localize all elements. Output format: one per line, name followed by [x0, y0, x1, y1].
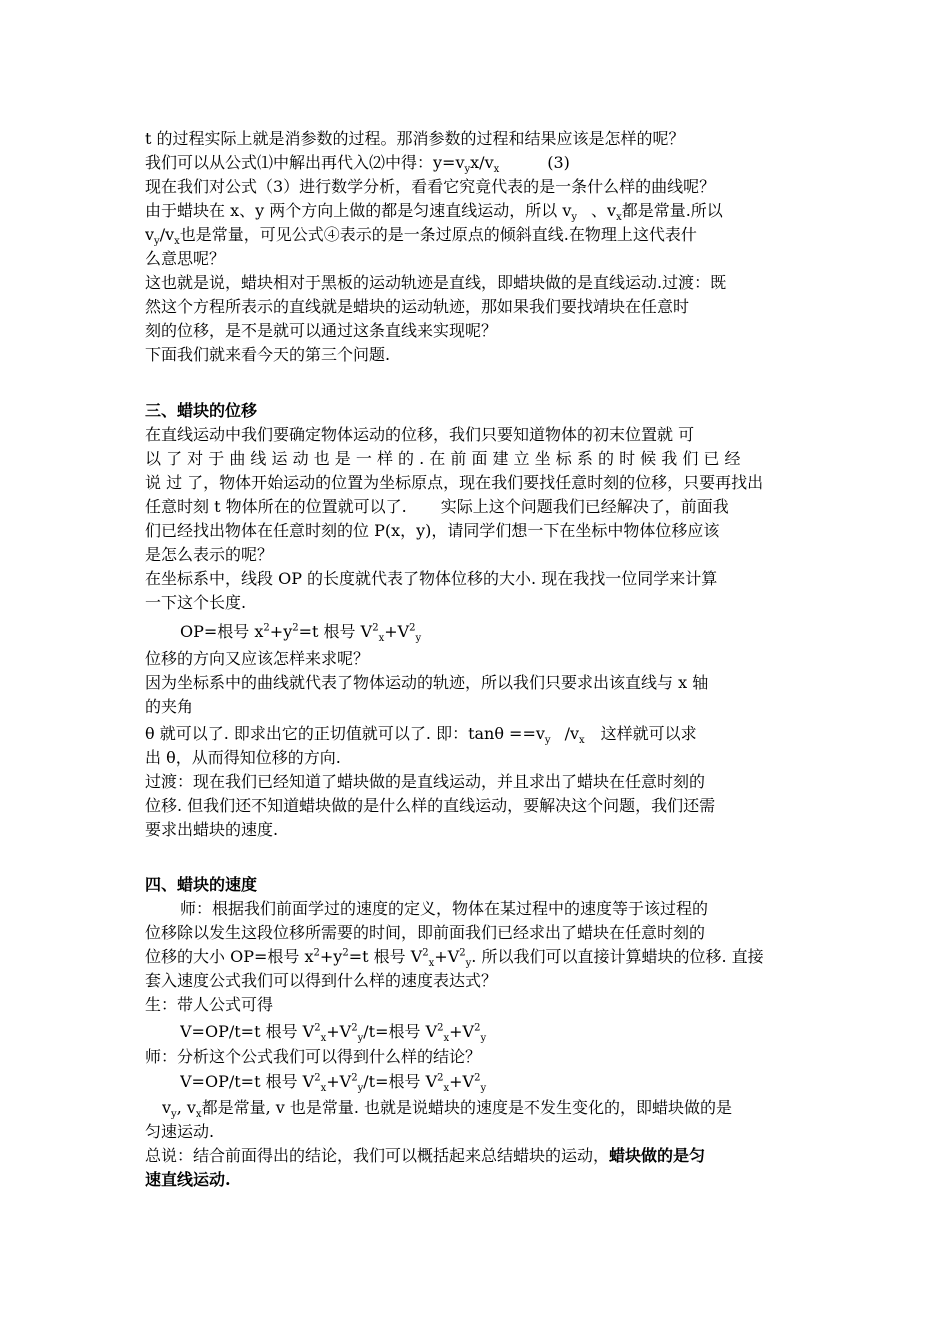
- text-line: 位移的大小 OP=根号 $x^2+y^2=t$ 根号 $V^2_x+V^2_y$. 所以我们可以直接计算蜡块的位移. 直接: [145, 947, 764, 969]
- text-line: 然这个方程所表示的直线就是蜡块的运动轨迹，那如果我们要找靖块在任意时: [145, 297, 690, 316]
- text-line: 是怎么表示的呢？: [145, 545, 274, 564]
- text-line: 位移的方向又应该怎样来求呢？: [145, 649, 370, 668]
- text-line: 么意思呢？: [145, 249, 226, 268]
- text-line: 套入速度公式我们可以得到什么样的速度表达式？: [145, 971, 498, 990]
- text-line: 由于蜡块在 x、y 两个方向上做的都是匀速直线运动，所以 $v_y$ 、$v_x$都是常量.所以: [145, 201, 723, 223]
- formula-line: OP=根号 $x^2+y^2=t$ 根号 $V^2_x+V^2_y$: [180, 622, 422, 644]
- text-line: 的夹角: [145, 697, 194, 716]
- text-line: 在坐标系中，线段 OP 的长度就代表了物体位移的大小. 现在我找一位同学来计算: [145, 569, 718, 588]
- text-line: 匀速运动.: [145, 1122, 215, 1141]
- text-line: 过渡：现在我们已经知道了蜡块做的是直线运动，并且求出了蜡块在任意时刻的: [145, 772, 706, 791]
- formula-line: V=OP/t=t 根号 $V^2_x+V^2_y/t=$根号 $V^2_x+V^2_y$: [180, 1022, 487, 1044]
- text-line: 出 θ，从而得知位移的方向.: [145, 748, 341, 767]
- text-line: 因为坐标系中的曲线就代表了物体运动的轨迹，所以我们只要求出该直线与 x 轴: [145, 673, 709, 692]
- text-line: 现在我们对公式（3）进行数学分析，看看它究竟代表的是一条什么样的曲线呢？: [145, 177, 716, 196]
- text-line: 速直线运动.: [145, 1170, 231, 1189]
- text-line: 要求出蜡块的速度.: [145, 820, 279, 839]
- text-line: 师：分析这个公式我们可以得到什么样的结论？: [145, 1047, 482, 1066]
- section-heading: 三、蜡块的位移: [145, 401, 258, 420]
- text-line: 总说：结合前面得出的结论，我们可以概括起来总结蜡块的运动，蜡块做的是匀: [145, 1146, 706, 1165]
- formula-line: V=OP/t=t 根号 $V^2_x+V^2_y/t=$根号 $V^2_x+V^2_y$: [180, 1072, 487, 1094]
- text-line: 这也就是说，蜡块相对于黑板的运动轨迹是直线，即蜡块做的是直线运动.过渡：既: [145, 273, 727, 292]
- text-line: 位移除以发生这段位移所需要的时间，即前面我们已经求出了蜡块在任意时刻的: [145, 923, 706, 942]
- text-line: $v_y$, $v_x$都是常量, v 也是常量. 也就是说蜡块的速度是不发生变化的，即蜡块做的是: [162, 1098, 733, 1120]
- text-line: 们已经找出物体在任意时刻的位 P(x，y)，请同学们想一下在坐标中物体位移应该: [145, 521, 720, 540]
- text-line: 以 了 对 于 曲 线 运 动 也 是 一 样 的 . 在 前 面 建 立 坐 标 系 的 时 候 我 们 已 经: [145, 449, 741, 468]
- text-line: 刻的位移，是不是就可以通过这条直线来实现呢？: [145, 321, 498, 340]
- text-line: θ 就可以了. 即求出它的正切值就可以了. 即：$\tan\theta ==v_y$ $/v_x$ 这样就可以求: [145, 724, 697, 746]
- text-line: 位移. 但我们还不知道蜡块做的是什么样的直线运动，要解决这个问题，我们还需: [145, 796, 716, 815]
- text-line: 在直线运动中我们要确定物体运动的位移，我们只要知道物体的初末位置就 可: [145, 425, 695, 444]
- section-heading: 四、蜡块的速度: [145, 875, 258, 894]
- text-line: 师：根据我们前面学过的速度的定义，物体在某过程中的速度等于该过程的: [180, 899, 709, 918]
- text-line: t 的过程实际上就是消参数的过程。那消参数的过程和结果应该是怎样的呢？: [145, 129, 685, 148]
- text-line: 说 过 了，物体开始运动的位置为坐标原点，现在我们要找任意时刻的位移，只要再找出: [145, 473, 764, 492]
- text-line: 任意时刻 t 物体所在的位置就可以了. 实际上这个问题我们已经解决了，前面我: [145, 497, 729, 516]
- text-line: 一下这个长度.: [145, 593, 247, 612]
- text-line: 生：带人公式可得: [145, 995, 274, 1014]
- text-line: 我们可以从公式⑴中解出再代入⑵中得：$y=v_yx/v_x$ (3): [145, 153, 570, 175]
- text-line: $v_y/v_x$也是常量，可见公式④表示的是一条过原点的倾斜直线.在物理上这代表什: [145, 225, 697, 247]
- text-line: 下面我们就来看今天的第三个问题.: [145, 345, 391, 364]
